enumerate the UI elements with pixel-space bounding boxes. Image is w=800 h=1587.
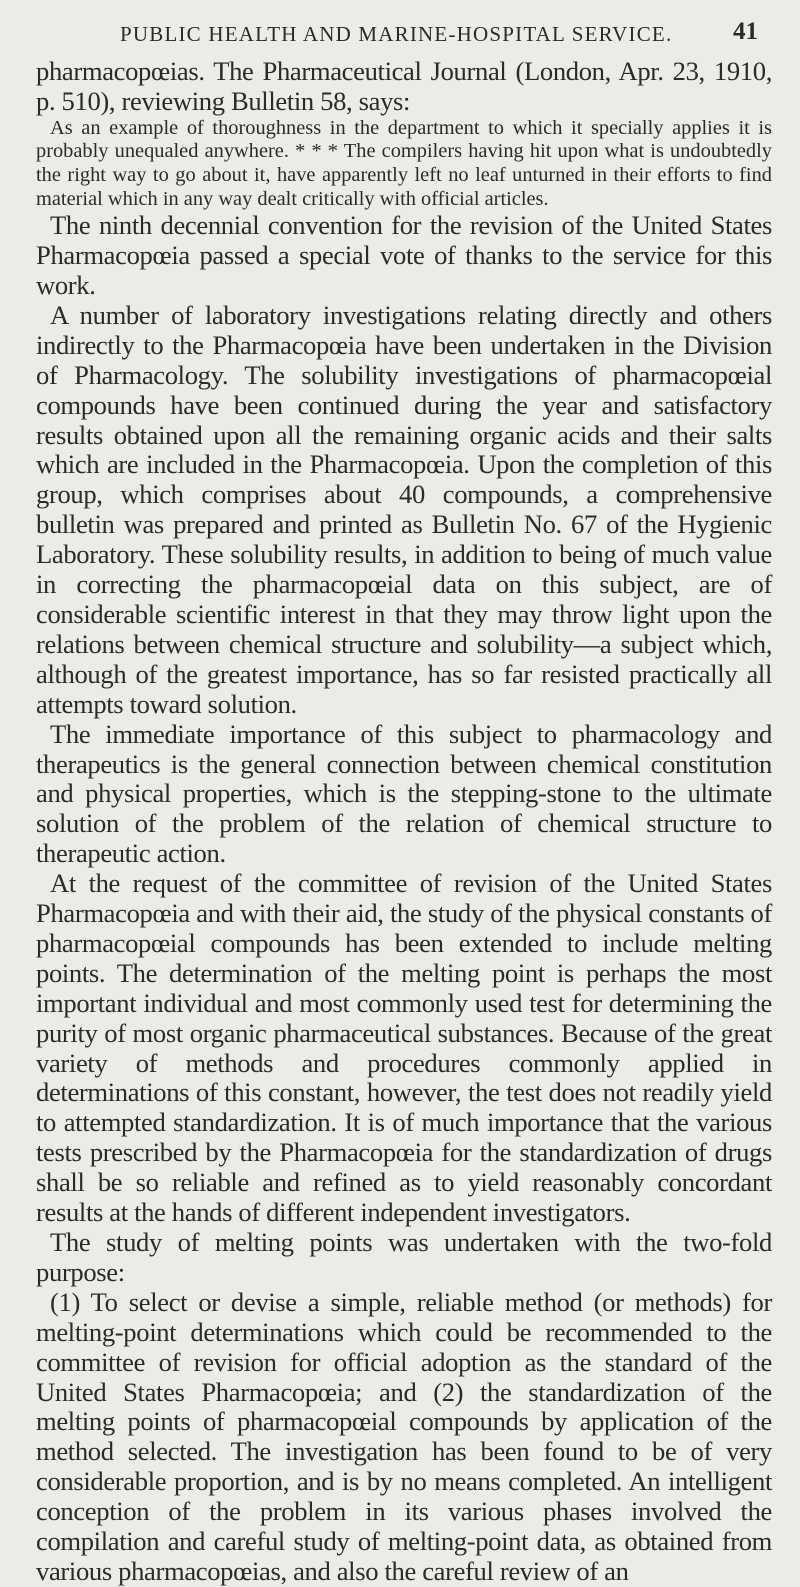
paragraph-purpose-items: (1) To select or devise a simple, reliable method (or methods) for melting-point determinations which could be recommended to the committee of revision for official adoption as the standard of the United States Pharmacopœia; and (2) the standardization of the melting points of pharmacopœial compounds by application of the method selected. The investigation has been found to be of very considerable proportion, and is by no means completed. An intelligent conception of the problem in its various phases involved the compilation and careful study of melting-point data, as obtained from various pharmacopœias, and also the careful review of an: [36, 1286, 772, 1586]
paragraph-convention-thanks: The ninth decennial convention for the revision of the United States Pharmacopœia passed a special vote of thanks to the service for this work.: [36, 210, 772, 300]
body-text: [36, 57, 772, 1587]
paragraph-immediate-importance: The immediate importance of this subject to pharmacology and therapeutics is the general connection between chemical constitution and physical properties, which is the stepping-stone to the ultimate solution of the problem of the relation of chemical structure to therapeutic action.: [36, 718, 772, 869]
paragraph-continuation: pharmacopœias. The Pharmaceutical Journal (London, Apr. 23, 1910, p. 510), reviewing Bulletin 58, says:: [36, 56, 772, 116]
running-header: [36, 14, 772, 56]
quoted-review: As an example of thoroughness in the department to which it specially applies it is probably unequaled anywhere. * * * The compilers having hit upon what is undoubtedly the right way to go about it, have apparently left no leaf unturned in their efforts to find material which in any way dealt critically with official articles.: [36, 116, 772, 210]
page-number: 41: [733, 18, 758, 45]
running-title: PUBLIC HEALTH AND MARINE-HOSPITAL SERVICE.: [120, 22, 673, 46]
paragraph-melting-points: At the request of the committee of revision of the United States Pharmacopœia and with their aid, the study of the physical constants of pharmacopœial compounds has been extended to include melting points. The determination of the melting point is perhaps the most important individual and most commonly used test for determining the purity of most organic pharmaceutical substances. Because of the great variety of methods and procedures commonly applied in determinations of this constant, however, the test does not readily yield to attempted standardization. It is of much importance that the various tests prescribed by the Pharmacopœia for the standardization of drugs shall be so reliable and refined as to yield reasonably concordant results at the hands of different independent investigators.: [36, 868, 772, 1228]
paragraph-solubility: A number of laboratory investigations relating directly and others indirectly to the Pharmacopœia have been undertaken in the Division of Pharmacology. The solubility investigations of pharmacopœial compounds have been continued during the year and satisfactory results obtained upon all the remaining organic acids and their salts which are included in the Pharmacopœia. Upon the completion of this group, which comprises about 40 compounds, a comprehensive bulletin was prepared and printed as Bulletin No. 67 of the Hygienic Laboratory. These solubility results, in addition to being of much value in correcting the pharmacopœial data on this subject, are of considerable scientific interest in that they may throw light upon the relations between chemical structure and solubility—a subject which, although of the greatest importance, has so far resisted practically all attempts toward solution.: [36, 299, 772, 719]
paragraph-two-fold-purpose: The study of melting points was undertaken with the two-fold purpose:: [36, 1227, 772, 1287]
